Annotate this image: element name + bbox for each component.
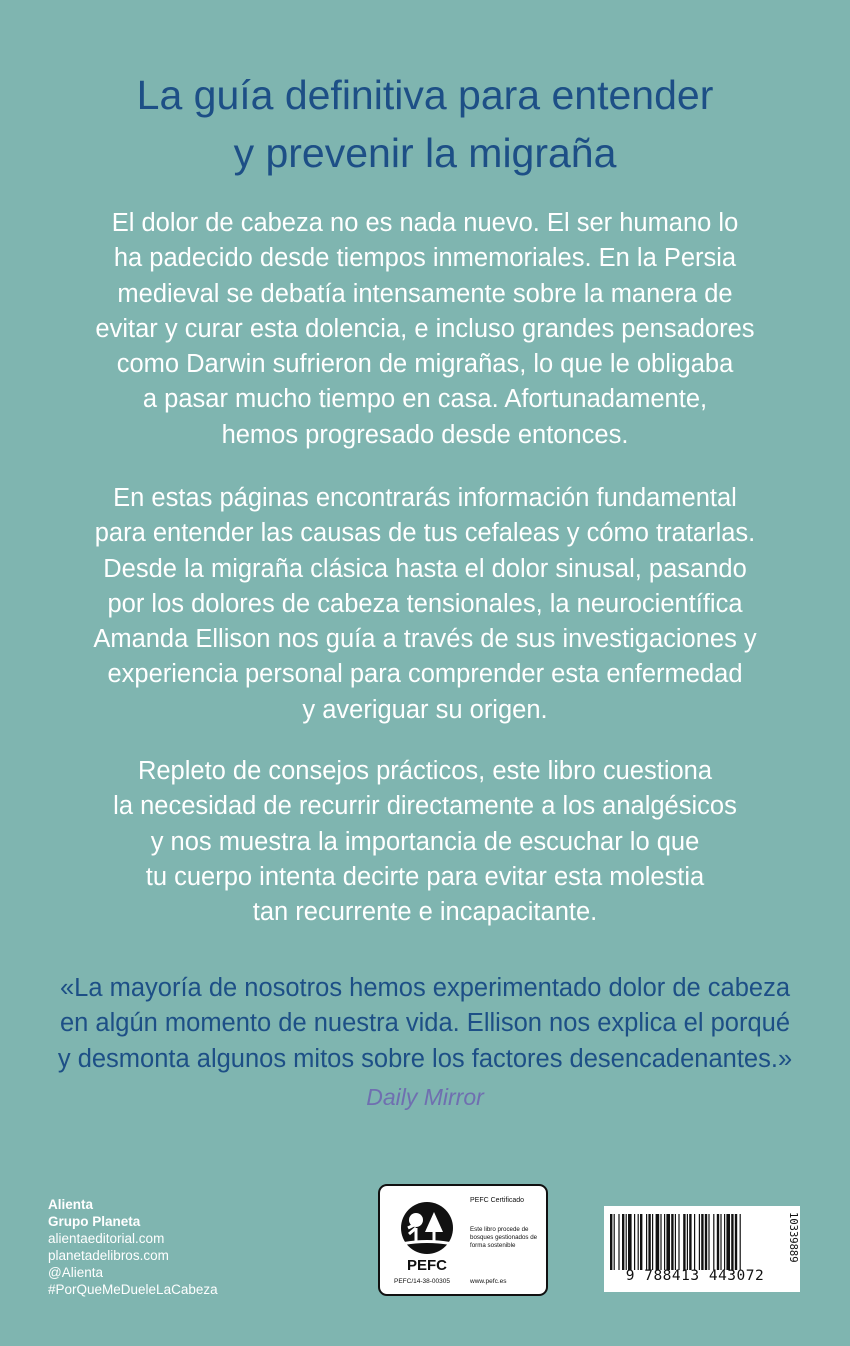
paragraph-line: En estas páginas encontrarás información fundamental [113, 484, 737, 512]
quote-line: «La mayoría de nosotros hemos experimentado dolor de cabeza [59, 974, 791, 1002]
barcode-bar [720, 1214, 721, 1270]
barcode-bar [708, 1214, 709, 1270]
barcode-bar [660, 1214, 661, 1270]
quote-line: en algún momento de nuestra vida. Ellison nos explica el porqué [59, 1009, 791, 1038]
barcode-bar [724, 1214, 725, 1270]
barcode-bar [626, 1214, 627, 1270]
publisher-website: planetadelibros.com [48, 1248, 169, 1263]
barcode-bar [735, 1214, 737, 1270]
barcode-addon [786, 1212, 800, 1288]
barcode-bar [618, 1214, 619, 1270]
publisher-hashtag: #PorQueMeDueleLaCabeza [48, 1282, 218, 1297]
press-quote [0, 971, 850, 1077]
barcode-bar [652, 1214, 653, 1270]
barcode-bar [694, 1214, 695, 1270]
paragraph-line: tan recurrente e incapacitante. [252, 898, 598, 927]
barcode-bar [675, 1214, 676, 1270]
barcode-bar [640, 1214, 642, 1270]
paragraph-line: para entender las causas de tus cefaleas y cómo tratarlas. [94, 519, 756, 548]
paragraph-line: y averiguar su origen. [302, 695, 548, 724]
paragraph-2 [0, 481, 850, 728]
barcode-bar [689, 1214, 691, 1270]
barcode-bar [634, 1214, 635, 1270]
barcode-bar [726, 1214, 730, 1270]
barcode-bar [701, 1214, 703, 1270]
paragraph-line: tu cuerpo intenta decirte para evitar esta molestia [145, 862, 705, 891]
paragraph-line: experiencia personal para comprender esta enfermedad [107, 660, 743, 689]
paragraph-line: por los dolores de cabeza tensionales, la neurocientífica [107, 589, 743, 618]
barcode-bar [705, 1214, 707, 1270]
paragraph-line: Amanda Ellison nos guía a través de sus investigaciones y [93, 625, 757, 654]
barcode-bar [638, 1214, 639, 1270]
paragraph-line: El dolor de cabeza no es nada nuevo. El ser humano lo [111, 209, 739, 237]
quote-source: Daily Mirror [366, 1084, 484, 1110]
paragraph-line: hemos progresado desde entonces. [221, 420, 629, 449]
pefc-certified-text: PEFC Certificado [470, 1197, 525, 1204]
pefc-logo-text: PEFC [406, 1257, 448, 1274]
publisher-handle: @Alienta [48, 1265, 103, 1280]
paragraph-line: la necesidad de recurrir directamente a los analgésicos [113, 792, 737, 821]
pefc-description: Este libro procede de bosques gestionados de forma sostenible [470, 1226, 538, 1249]
headline [0, 66, 850, 182]
barcode-bar [648, 1214, 650, 1270]
barcode-bars [610, 1214, 782, 1270]
headline-line-2: y prevenir la migraña [233, 130, 617, 176]
barcode [604, 1206, 800, 1292]
paragraph-3 [0, 754, 850, 930]
barcode-bar [717, 1214, 719, 1270]
paragraph-line: Desde la migraña clásica hasta el dolor sinusal, pasando [103, 554, 747, 583]
pefc-code: PEFC/14-38-00305 [394, 1278, 451, 1285]
pefc-url: www.pefc.es [470, 1278, 507, 1285]
paragraph-line: medieval se debatía intensamente sobre la manera de [117, 279, 733, 308]
paragraph-line: y nos muestra la importancia de escuchar lo que [150, 827, 700, 856]
barcode-bar [622, 1214, 624, 1270]
barcode-bar [699, 1214, 700, 1270]
addon-number: 10339889 [787, 1212, 799, 1263]
barcode-bar [666, 1214, 670, 1270]
publisher-group: Grupo Planeta [48, 1214, 141, 1229]
barcode-bar [687, 1214, 688, 1270]
pefc-trees-icon [394, 1198, 460, 1274]
barcode-bar [664, 1214, 665, 1270]
barcode-bar [646, 1214, 647, 1270]
barcode-bar [628, 1214, 632, 1270]
barcode-bar [678, 1214, 679, 1270]
publisher-info [48, 1196, 218, 1298]
paragraph-line: ha padecido desde tiempos inmemoriales. En la Persia [113, 244, 737, 273]
barcode-bar [656, 1214, 660, 1270]
publisher-name: Alienta [48, 1197, 94, 1212]
barcode-bar [731, 1214, 733, 1270]
barcode-bar [740, 1214, 741, 1270]
publisher-website: alientaeditorial.com [48, 1231, 165, 1246]
barcode-bar [614, 1214, 615, 1270]
headline-line-1: La guía definitiva para entender [136, 72, 714, 118]
isbn-number: 9 788413 443072 [625, 1268, 765, 1284]
barcode-bar [713, 1214, 714, 1270]
paragraph-line: como Darwin sufrieron de migrañas, lo que le obligaba [116, 350, 734, 379]
pefc-label [378, 1184, 548, 1296]
paragraph-1 [0, 206, 850, 453]
barcode-bar [610, 1214, 612, 1270]
paragraph-line: Repleto de consejos prácticos, este libro cuestiona [137, 757, 713, 785]
barcode-bar [683, 1214, 685, 1270]
paragraph-line: a pasar mucho tiempo en casa. Afortunadamente, [142, 385, 708, 414]
barcode-bar [671, 1214, 673, 1270]
quote-line: y desmonta algunos mitos sobre los factores desencadenantes.» [57, 1044, 793, 1073]
paragraph-line: evitar y curar esta dolencia, e incluso grandes pensadores [95, 314, 755, 343]
